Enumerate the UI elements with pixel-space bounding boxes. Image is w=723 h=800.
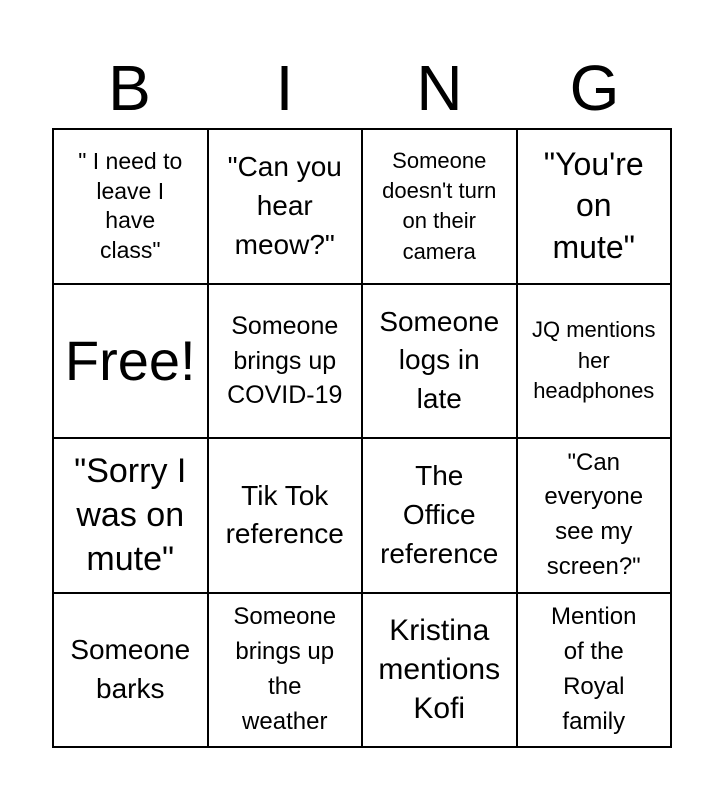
bingo-cell-r0-c1[interactable] (209, 130, 364, 285)
header-letter-i: I (275, 52, 294, 124)
bingo-cell-text: "You're on mute" (543, 145, 644, 266)
bingo-cell-text: Someone brings up COVID-19 (227, 312, 343, 409)
bingo-cell-r1-c1[interactable] (209, 285, 364, 440)
header-letter-n: N (416, 52, 463, 124)
bingo-header (52, 50, 672, 126)
bingo-cell-r2-c0[interactable] (54, 439, 209, 594)
bingo-card-grid (52, 128, 672, 748)
bingo-cell-r1-c2[interactable] (363, 285, 518, 440)
bingo-cell-text: Someone doesn't turn on their camera (382, 147, 497, 264)
header-letter-b: B (108, 52, 151, 124)
bingo-cell-text: Tik Tok reference (225, 479, 344, 550)
bingo-cell-r2-c2[interactable] (363, 439, 518, 594)
bingo-cell-text: " I need to leave I have class" (78, 148, 183, 263)
bingo-cell-r3-c3[interactable] (518, 594, 673, 749)
bingo-cell-r3-c1[interactable] (209, 594, 364, 749)
bingo-cell-text: "Can everyone see my screen?" (544, 448, 644, 581)
bingo-cell-r3-c0[interactable] (54, 594, 209, 749)
bingo-cell-text: Someone barks (70, 634, 191, 704)
bingo-cell-r0-c2[interactable] (363, 130, 518, 285)
bingo-cell-r1-c3[interactable] (518, 285, 673, 440)
bingo-cell-text: The Office reference (380, 460, 499, 569)
bingo-cell-r2-c3[interactable] (518, 439, 673, 594)
bingo-cell-text: "Can you hear meow?" (227, 151, 342, 260)
bingo-cell-text: "Sorry I was on mute" (74, 451, 187, 579)
bingo-cell-r0-c3[interactable] (518, 130, 673, 285)
bingo-cell-r2-c1[interactable] (209, 439, 364, 594)
header-letter-g: G (569, 52, 620, 124)
bingo-cell-text: Mention of the Royal family (551, 603, 637, 735)
bingo-cell-r1-c0-free[interactable] (54, 285, 209, 440)
free-space-text: Free! (64, 328, 196, 392)
bingo-cell-r3-c2[interactable] (363, 594, 518, 749)
bingo-cell-r0-c0[interactable] (54, 130, 209, 285)
bingo-cell-text: Someone brings up the weather (233, 603, 337, 735)
bingo-cell-text: Someone logs in late (379, 305, 500, 415)
bingo-cell-text: Kristina mentions Kofi (378, 614, 501, 726)
bingo-cell-text: JQ mentions her headphones (532, 317, 656, 403)
